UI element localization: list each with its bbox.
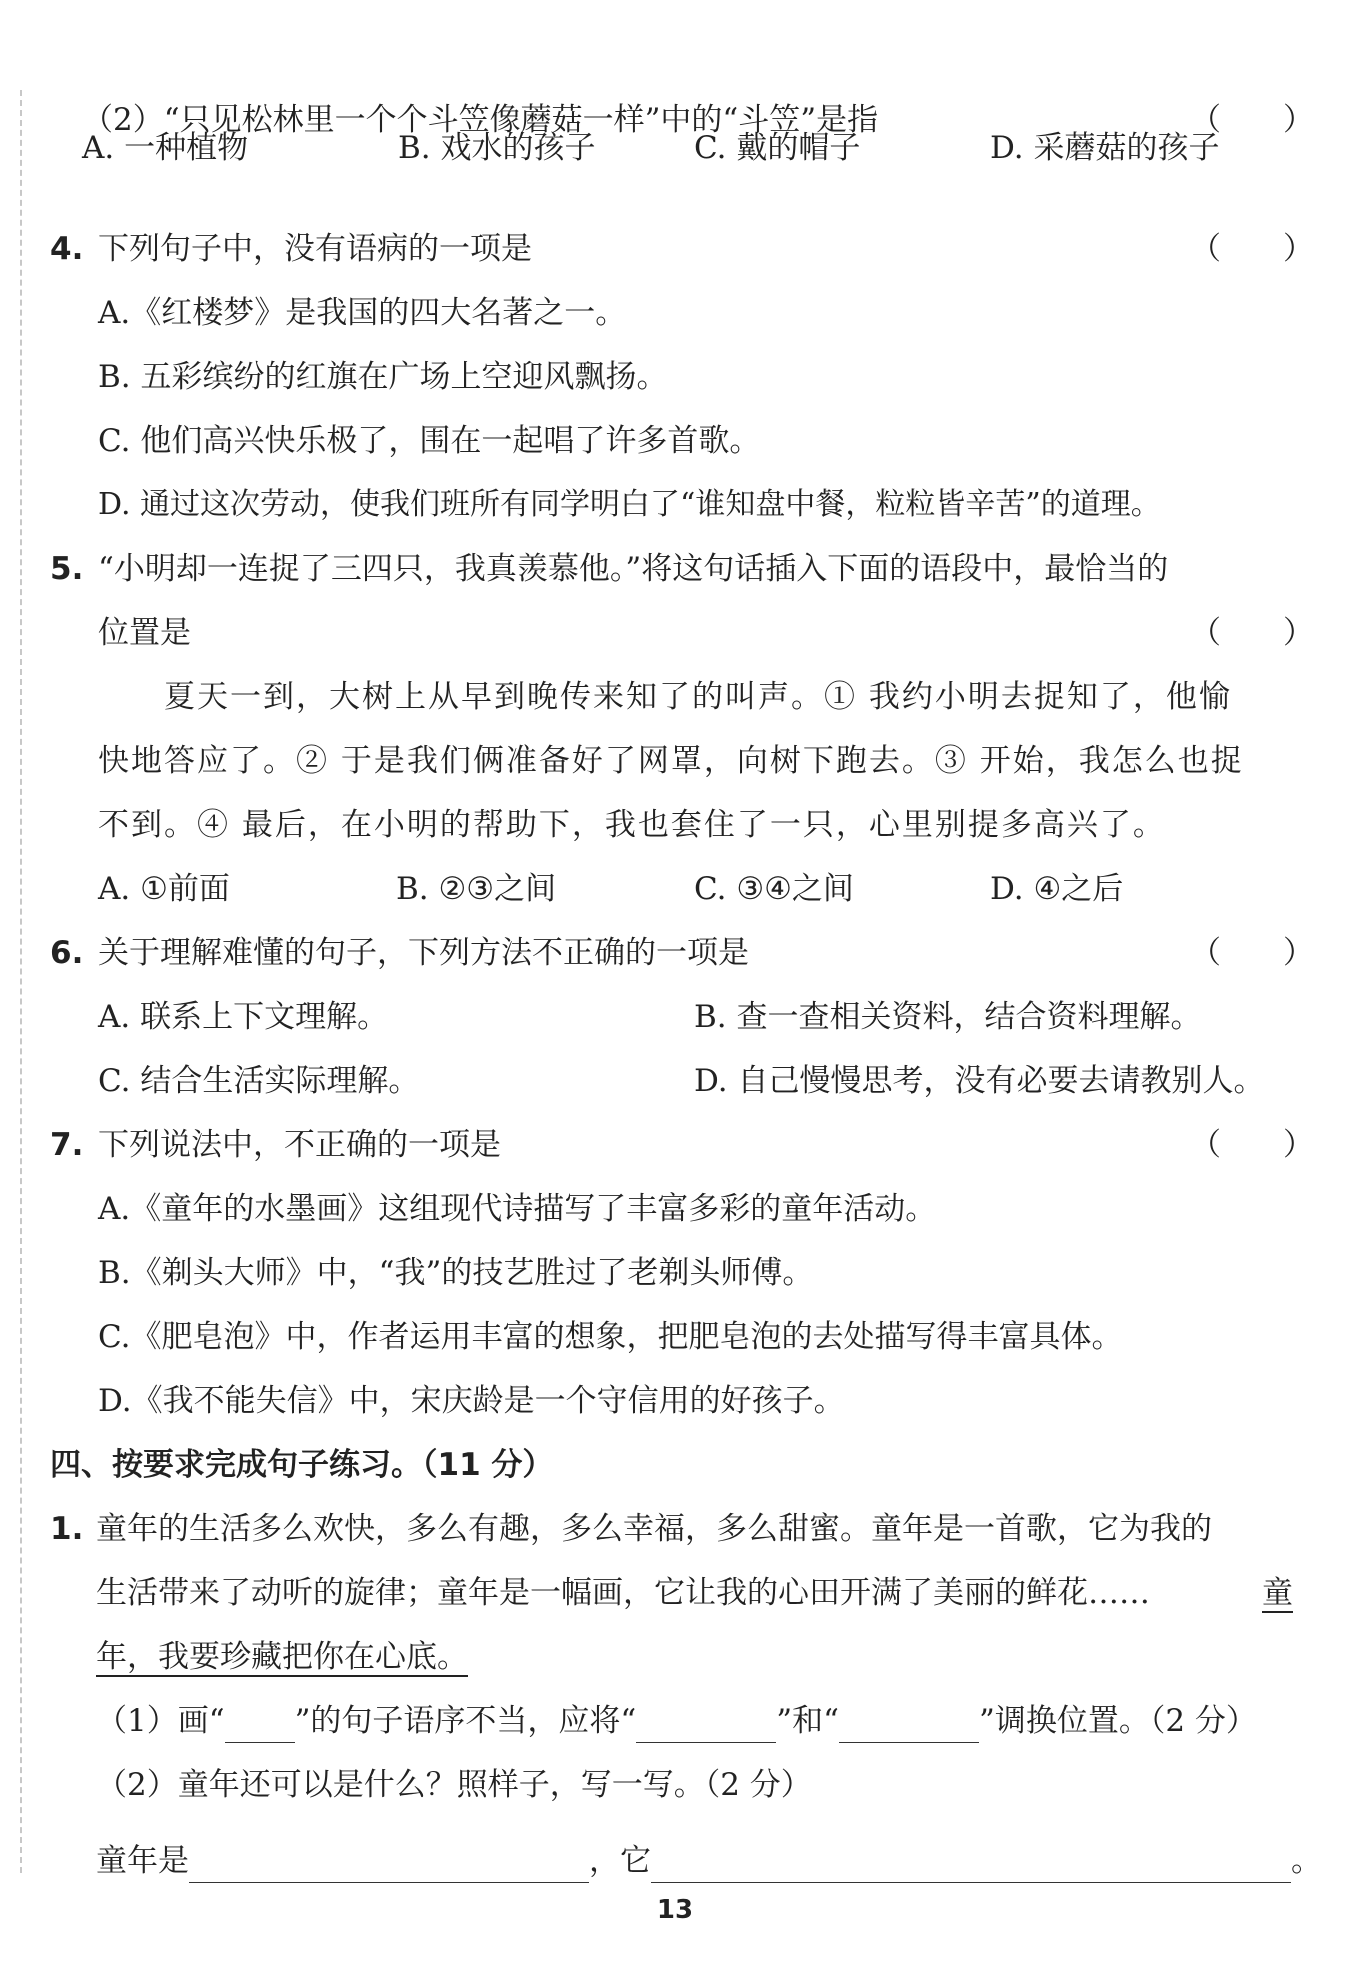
q6-stem: 关于理解难懂的句子，下列方法不正确的一项是 — [98, 935, 749, 971]
q3-2-options-line — [0, 116, 1350, 180]
q4-answer-paren: （ ） — [1190, 231, 1314, 267]
q5-passage-1: 夏天一到，大树上从早到晚传来知了的叫声。① 我约小明去捉知了，他愉 — [164, 679, 1232, 715]
underline-mark-blank[interactable] — [225, 1702, 295, 1743]
page-number: 13 — [656, 1895, 694, 1925]
q6-options-line-1 — [0, 985, 1350, 1049]
q6-answer-paren: （ ） — [1190, 935, 1314, 971]
s4-q1-fill-text-a: 童年是 — [96, 1843, 189, 1879]
q5-option-a: A. ①前面 — [98, 871, 230, 907]
s4-q1-text-1: 童年的生活多么欢快，多么有趣，多么幸福，多么甜蜜。童年是一首歌，它为我的 — [96, 1511, 1212, 1547]
q4-number: 4. — [50, 231, 84, 267]
swap-word-2-blank[interactable] — [839, 1702, 979, 1743]
q5-options-line — [0, 857, 1350, 921]
q7-option-b-line — [0, 1241, 1350, 1305]
q7-option-b: B.《剃头大师》中，“我”的技艺胜过了老剃头师傅。 — [98, 1255, 814, 1291]
q6-option-b: B. 查一查相关资料，结合资料理解。 — [694, 999, 1202, 1035]
s4-q1-text-2a: 生活带来了动听的旋律；童年是一幅画，它让我的心田开满了美丽的鲜花…… — [96, 1575, 1150, 1611]
s4-q1-line-2 — [0, 1561, 1350, 1625]
q5-answer-paren: （ ） — [1190, 615, 1314, 651]
q4-option-a-line — [0, 281, 1350, 345]
q4-option-d-line — [0, 473, 1350, 537]
q7-option-d: D.《我不能失信》中，宋庆龄是一个守信用的好孩子。 — [98, 1383, 845, 1419]
s4-q1-underlined-sentence: 年，我要珍藏把你在心底。 — [96, 1639, 468, 1675]
s4-q1-sub1-line — [0, 1689, 1350, 1753]
q4-option-c-line — [0, 409, 1350, 473]
q5-passage-3: 不到。④ 最后，在小明的帮助下，我也套住了一只，心里别提多高兴了。 — [98, 807, 1166, 843]
q6-option-a: A. 联系上下文理解。 — [98, 999, 389, 1035]
q6-stem-line — [0, 921, 1350, 985]
s4-q1-sub1 — [96, 1689, 1257, 1753]
childhood-is-blank[interactable] — [189, 1842, 589, 1883]
section-4-title: 四、按要求完成句子练习。（11 分） — [50, 1447, 554, 1483]
s4-q1-fill-line — [0, 1829, 1350, 1893]
s4-q1-line-1 — [0, 1497, 1350, 1561]
q4-option-c: C. 他们高兴快乐极了，围在一起唱了许多首歌。 — [98, 423, 761, 459]
q5-passage-2: 快地答应了。② 于是我们俩准备好了网罩，向树下跑去。③ 开始，我怎么也捉 — [98, 743, 1244, 779]
section-4-title-line — [0, 1433, 1350, 1497]
s4-q1-sub2-line — [0, 1753, 1350, 1817]
q7-stem-line — [0, 1113, 1350, 1177]
q3-2-stem: （2）“只见松林里一个个斗笠像蘑菇一样”中的“斗笠”是指 — [82, 102, 879, 138]
q7-answer-paren: （ ） — [1190, 1127, 1314, 1163]
q3-2-option-a: A. 一种植物 — [82, 130, 249, 166]
q4-stem: 下列句子中，没有语病的一项是 — [98, 231, 532, 267]
q7-option-c: C.《肥皂泡》中，作者运用丰富的想象，把肥皂泡的去处描写得丰富具体。 — [98, 1319, 1123, 1355]
q3-2-answer-paren: （ ） — [1190, 102, 1314, 138]
s4-q1-number: 1. — [50, 1511, 84, 1547]
q3-2-option-d: D. 采蘑菇的孩子 — [990, 130, 1220, 166]
q5-option-c: C. ③④之间 — [694, 871, 854, 907]
q5-stem-line-1 — [0, 537, 1350, 601]
q4-stem-line — [0, 217, 1350, 281]
q5-stem-line-2 — [0, 601, 1350, 665]
s4-q1-fill-text-c: 。 — [1291, 1843, 1322, 1879]
q3-2-option-b: B. 戏水的孩子 — [398, 130, 596, 166]
q4-option-d: D. 通过这次劳动，使我们班所有同学明白了“谁知盘中餐，粒粒皆辛苦”的道理。 — [98, 487, 1161, 522]
s4-q1-sub1-text-a: （1）画“ — [96, 1703, 225, 1739]
q6-options-line-2 — [0, 1049, 1350, 1113]
q5-stem-2: 位置是 — [98, 615, 191, 651]
q7-option-a-line — [0, 1177, 1350, 1241]
q5-option-d: D. ④之后 — [990, 871, 1124, 907]
s4-q1-line-3 — [0, 1625, 1350, 1689]
q5-number: 5. — [50, 551, 84, 587]
q7-number: 7. — [50, 1127, 84, 1163]
s4-q1-sub1-text-c: ”和“ — [776, 1703, 839, 1739]
s4-q1-sub1-text-b: ”的句子语序不当，应将“ — [294, 1703, 637, 1739]
q7-option-d-line — [0, 1369, 1350, 1433]
q7-stem: 下列说法中，不正确的一项是 — [98, 1127, 501, 1163]
q4-option-b: B. 五彩缤纷的红旗在广场上空迎风飘扬。 — [98, 359, 668, 395]
q7-option-a: A.《童年的水墨画》这组现代诗描写了丰富多彩的童年活动。 — [98, 1191, 937, 1227]
s4-q1-sub2: （2）童年还可以是什么？照样子，写一写。（2 分） — [96, 1767, 812, 1803]
s4-q1-underlined-start: 童 — [1262, 1575, 1293, 1611]
s4-q1-fill — [96, 1829, 1322, 1893]
q6-option-d: D. 自己慢慢思考，没有必要去请教别人。 — [694, 1063, 1265, 1099]
q5-passage-line-1 — [0, 665, 1350, 729]
q6-number: 6. — [50, 935, 84, 971]
q4-option-b-line — [0, 345, 1350, 409]
s4-q1-fill-text-b: ，它 — [589, 1843, 651, 1879]
swap-word-1-blank[interactable] — [636, 1702, 776, 1743]
q3-2-option-c: C. 戴的帽子 — [694, 130, 861, 166]
q5-passage-line-3 — [0, 793, 1350, 857]
q5-passage-line-2 — [0, 729, 1350, 793]
s4-q1-sub1-text-d: ”调换位置。（2 分） — [978, 1703, 1257, 1739]
q5-stem-1: “小明却一连捉了三四只，我真羡慕他。”将这句话插入下面的语段中，最恰当的 — [98, 551, 1169, 587]
q5-option-b: B. ②③之间 — [396, 871, 557, 907]
q7-option-c-line — [0, 1305, 1350, 1369]
q4-option-a: A.《红楼梦》是我国的四大名著之一。 — [98, 295, 627, 331]
childhood-does-blank[interactable] — [651, 1842, 1291, 1883]
q6-option-c: C. 结合生活实际理解。 — [98, 1063, 420, 1099]
